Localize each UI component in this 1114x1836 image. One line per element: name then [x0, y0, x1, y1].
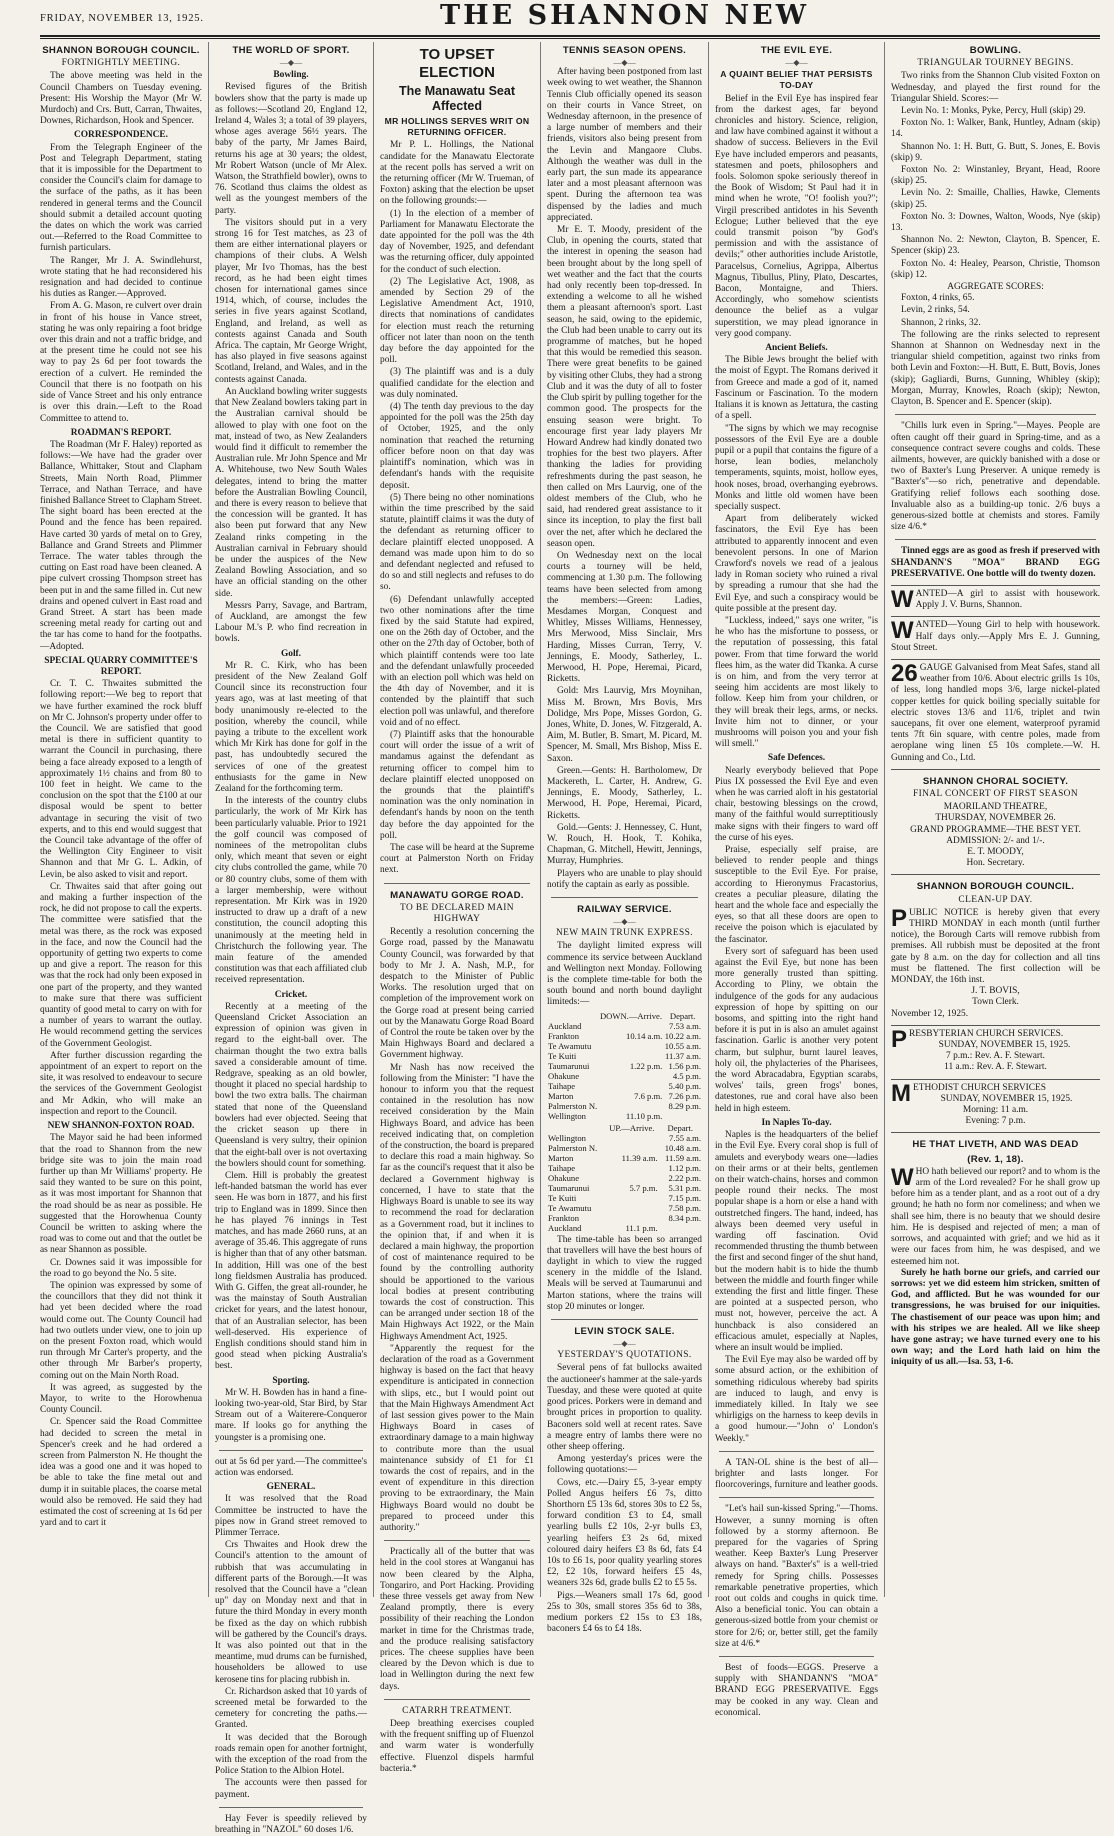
paragraph: The daylight limited express will commence its service between Auckland and Wellington next Monday. Following is the complete time-table for both the south bound and north bound daylight limiteds:— — [547, 941, 702, 1008]
timetable-row — [547, 1183, 702, 1193]
paragraph: (2) The Legislative Act, 1908, as amended by Section 29 of the Legislative Amendment Act, 1910, directs that nominations of candidates for election must reach the returning officer not later than noon on the tenth day before the day appointed for the poll. — [380, 276, 534, 366]
article-subheading: TRIANGULAR TOURNEY BEGINS. — [917, 58, 1074, 69]
ad-text: GAUGE Galvanised from Meat Safes, stand all weather from 10/6. About electric grills 1s 10s, of less, long handled mops 3/6, large nickel-plated copper kettles for quick boiling specially suitable for electric stoves 13/6 and 11/6, triplet and twin saucepans, fit over one element, waterproof pyramid tents 7ft 6in square, with centre poles, made from aeroplane wing linen £5 10s complete.—W. H. Gunning and Co., Ltd. — [891, 662, 1100, 763]
time-cell: 7.6 p.m. — [634, 1090, 663, 1101]
divider — [384, 1540, 530, 1541]
divider — [219, 1807, 363, 1808]
time-cell: 10.22 a.m. — [664, 1030, 701, 1041]
time-cell — [599, 1041, 664, 1051]
notice-heading: SHANNON BOROUGH COUNCIL. — [916, 881, 1075, 893]
timetable-header-cell — [547, 1011, 599, 1021]
time-cell: 1.22 p.m. — [629, 1060, 663, 1071]
paragraph: Clem. Hill is probably the greatest left-handed batsman the world has ever seen. He was born in 1877, and his first trip to England was in 1899. Since then he has played 76 innings in Test matches, and has made 2660 runs, at an average of 35.46. This aggregate of runs is higher than that of any other batsman. In addition, Hill was one of the best long fieldsmen Australia has produced. With G. Giffen, the great all-rounder, he was the mainstay of South Australian cricket for years, and the latest honour, that of an Australian selector, has been well-deserved. His experience of English conditions should stand him in good stead when picking Australia's best. — [215, 1170, 367, 1372]
timetable-row — [547, 1203, 702, 1213]
advertisement: Best of foods—EGGS. Preserve a supply with SHANDANN'S "MOA" BRAND EGG PRESERVATIVE. Eggs may be cooked in any way. Clean and economical. — [715, 1663, 878, 1718]
divider — [551, 1319, 698, 1320]
paragraph: Players who are unable to play should notify the captain as early as possible. — [547, 868, 702, 890]
column-4 — [540, 42, 708, 1635]
score-line: Shannon, 2 rinks, 32. — [901, 317, 981, 328]
timetable-header-cell: Depart. — [667, 1122, 694, 1133]
notice-subheading: (Rev. 1, 18). — [967, 1153, 1024, 1165]
paragraph: The time-table has been so arranged that travellers will have the best hours of daylight in which to view the rugged scenery in the middle of the Island. Meals will be served at Taumarunui and Marton stations, where the trains will stop 20 minutes or longer. — [547, 1234, 702, 1312]
station-name: Taihape — [548, 1162, 576, 1173]
timetable-up — [547, 1123, 702, 1233]
paragraph: (4) The tenth day previous to the day appointed for the poll was the 25th day of October, 1925, and the only nomination that reached the returning officer before noon on that day was plaintiff's nomination, which was in defendant's hands with the requisite deposit. — [380, 402, 534, 491]
article-heading: BOWLING. — [969, 45, 1022, 56]
notice-methodist — [891, 1079, 1100, 1128]
section-heading: Sporting. — [272, 1375, 310, 1386]
section-heading: In Naples To-day. — [761, 1117, 832, 1128]
divider — [384, 1699, 530, 1700]
paragraph: On Wednesday next on the local courts a tourney will be held, commencing at 1.30 p.m. The following teams have been selected from among the members:—Green: Ladies, Mesdames Morgan, Conquest and Whitley, Misses Williams, Hennessey, Mrs Merwood, Miss Sinclair, Mrs Harding, Misses Curran, Terry, V. Jennings, E. Moody, Satherley, L. Merwood, H. Pope, Heremai, Picard, Ricketts. — [547, 550, 702, 685]
paragraph: Mr P. L. Hollings, the National candidate for the Manawatu Electorate at the recent polls has served a writ on the returning officer (Mr W. Trueman, of Foxton) asking that the election be upset on the following grounds:— — [380, 140, 534, 207]
article-heading: RAILWAY SERVICE. — [577, 904, 672, 916]
timetable-header-cell — [547, 1123, 605, 1133]
time-cell — [599, 1101, 664, 1111]
paragraph: Cr. Thwaites said that after going out and making a further inspection of the rock, he did not propose to call the experts. The committee were satisfied that the metal was there, as the rock was exposed in the face, and now the Council had the opportunity of getting two experts to come up and give a report. The reason for this was that the rock had only been exposed in one part of the property, and they wanted to make sure that there was sufficient quantity of good metal to carry on with for a number of years to warrant the outlay. He would recommend getting the services of the Government Geologist. — [40, 881, 202, 1049]
station-name: Marton — [548, 1090, 574, 1101]
classified-ad — [891, 585, 1100, 611]
time-cell — [663, 1111, 702, 1121]
article-heading: CATARRH TREATMENT. — [402, 1705, 512, 1716]
station-name: Palmerston N. — [548, 1100, 598, 1111]
section-heading: Ancient Beliefs. — [765, 343, 828, 354]
article-subheading: A QUAINT BELIEF THAT PERSISTS TO-DAY — [720, 69, 873, 91]
time-cell: 11.1 p.m. — [625, 1222, 658, 1233]
paragraph: Cr. Richardson asked that 10 yards of screened metal be forwarded to the cemetery for concreting the paths.—Granted. — [215, 1686, 367, 1731]
drop-cap: P — [891, 904, 908, 932]
section-heading: CORRESPONDENCE. — [73, 130, 169, 141]
time-cell: 10.14 a.m. — [626, 1030, 663, 1041]
paragraph: Gold.—Gents: J. Hennessey, C. Hunt, W. Rouch, H. Hook, T. Kohika, Chapman, G. Mitchell, Hewitt, Jennings, Murray, Humphries. — [547, 822, 702, 867]
paragraph: out at 5s 6d per yard.—The committee's action was endorsed. — [215, 1456, 367, 1478]
timetable-row — [547, 1051, 702, 1061]
column-3 — [373, 42, 540, 1774]
paragraph: Among yesterday's prices were the following quotations:— — [547, 1454, 702, 1476]
ornament-divider: —◆— — [785, 58, 808, 68]
paragraph: Messrs Parry, Savage, and Bartram, of Auckland, are amongst the few Labour M.'s P. who find recreation in bowls. — [215, 600, 367, 645]
notice-line: November 12, 1925. — [891, 1008, 969, 1019]
ad-text: ANTED—Young Girl to help with housework. Half days only.—Apply Mrs E. J. Gunning, Stout Street. — [891, 620, 1100, 653]
column-1 — [34, 42, 208, 1597]
station-name: Palmerston N. — [548, 1142, 598, 1153]
station-name: Te Awamutu — [548, 1040, 592, 1051]
station-name: Ohakune — [548, 1070, 580, 1081]
timetable-row — [547, 1061, 702, 1071]
time-cell — [599, 1071, 664, 1081]
timetable-row — [547, 1111, 702, 1121]
paragraph: Cows, etc.—Dairy £5, 3-year empty Polled Angus heifers £6 7s, ditto Shorthorn £5 13s 6d, stores 30s to £2 5s, forward condition £3 to £4, small yearling bulls £2 10s, 2-yr bulls £3, yearling heifers £3 2s 6d, mixed coloured dairy heifers £3 8s 6d, fats £4 10s to £6 1s, poor quality yearling stores £2, £2 10s, forward heifers £5 4s, weaners 32s 6d, grade bulls £2 to £5 5s. — [547, 1477, 702, 1589]
divider — [895, 539, 1096, 540]
paragraph: (7) Plaintiff asks that the honourable court will order the issue of a writ of mandamus against the defendant as returning officer to compel him to declare plaintiff elected unopposed on the grounds that the plaintiff's nomination was the only nomination in defendant's hands by noon on the tenth day before the day appointed for the poll. — [380, 729, 534, 841]
notice-text: Surely he hath borne our griefs, and carried our sorrows: yet we did esteem him stricken, smitten of God, and afflicted. But he was wounded for our transgressions, he was bruised for our iniquities. The chastisement of our peace was upon him; and with his stripes we are healed. All we like sheep have gone astray; we have turned every one to his own way; and the Lord hath laid on him the iniquity of us all.—Isa. 53, 1-6. — [891, 1267, 1100, 1368]
notice-subheading: CLEAN-UP DAY. — [958, 894, 1033, 905]
timetable-header-cell: Depart. — [669, 1010, 696, 1021]
ad-text: ANTED—A girl to assist with housework. Apply J. V. Burns, Shannon. — [915, 588, 1100, 611]
time-cell: 10.48 a.m. — [664, 1142, 701, 1153]
paragraph: The Evil Eye may also be warded off by some absurd action, or the exhibition of something ridiculous whereby bad spirits are induced to laugh, and envy is immediately killed. In Italy we see whirligigs on the harness to keep devils in a good humour.—"John o' London's Weekly." — [715, 1355, 878, 1444]
time-cell: 1.12 p.m. — [668, 1162, 701, 1173]
column-2 — [208, 42, 373, 1836]
paragraph: "Apparently the request for the declaration of the road as a Government highway is based on the fact that heavy expenditure is anticipated in connection with slips, etc., but I would point out that the Main Highways Amendment Act of last session gives power to the Main Highways Board in cases of extraordinary damage to a main highway to contribute more than the usual maintenance subsidy of £1 for £1 towards the cost of repairs, and in the event of expenditure in this direction proving to be extraordinary, the Main Highways Board would no doubt be prepared to proceed under this authority." — [380, 1343, 534, 1533]
score-line: Shannon No. 1: H. Butt, G. Butt, S. Jones, E. Bovis (skip) 9. — [891, 141, 1100, 163]
article-heading: SHANNON BOROUGH COUNCIL. — [42, 45, 200, 56]
paragraph: Pigs.—Weaners small 17s 6d, good 25s to 30s, small stores 35s 6d to 38s, medium porkers £2 15s to £3 18s, baconers £4 6s to £4 18s. — [547, 1590, 702, 1635]
station-name: Frankton — [548, 1030, 580, 1041]
notice-text: ETHODIST CHURCH SERVICES — [913, 1082, 1046, 1093]
paragraph: From the Telegraph Engineer of the Post and Telegraph Department, stating that it is impossible for the Department to consider the Council's claim for damage to the surface of the paths, as it has been rendered in general terms and the Council should submit a detailed account quoting the dates on which the work was carried out.—Referred to the Road Committee to furnish particulars. — [40, 142, 202, 254]
paragraph: (6) Defendant unlawfully accepted two other nominations after the time fixed by the said Statute had expired, one on the 26th day of October, and the other on the 27th day of October, both of which plaintiff contends were too late and the defendant unlawfully proceeded with an election poll which was held on the 4th day of November, and it is contended by the plaintiff that such election poll was unlawful, and therefore void and of no effect. — [380, 594, 534, 728]
article-subheading: TO BE DECLARED MAIN HIGHWAY — [400, 902, 514, 925]
timetable-header — [547, 1123, 702, 1133]
notice-line: MAORILAND THEATRE, — [943, 802, 1048, 813]
divider — [719, 1656, 874, 1657]
paragraph: It was resolved that the Road Committee be instructed to have the pipes now in Grand street removed to Plimmer Terrace. — [215, 1494, 367, 1538]
article-subheading: FORTNIGHTLY MEETING. — [61, 58, 181, 69]
paragraph: The visitors should put in a very strong 16 for Test matches, as 23 of them are either international players or champions of their clubs. A Welsh player, Mr Ivo Thomas, has the best record, as he had been eight times chosen for international games since 1914, which, of course, includes the series in five years against Scotland, England, and Ireland, as well as contests against Canada and South Africa. The captain, Mr George Wright, has also played in five seasons against Scotland, Ireland, and Wales, and in the contests against Canada. — [215, 217, 367, 385]
time-cell: 2.22 p.m. — [668, 1172, 701, 1183]
paragraph: Every sort of safeguard has been used against the Evil Eye, but none has been more generally trusted than spitting. According to Pliny, we obtain the indulgence of the gods for any audacious expression of hope by spitting on our bosoms, and spitting into the right hand before it is put in is also an amulet against fascination. Garlic is another very potent charm, but sulphur, burnt laurel leaves, holy oil, the phylacteries of the Pharisees, the word Abracadabra, Egyptian scarabs, wolves' tails, green frogs' bones, datestones, rue and coral have also been held in high esteem. — [715, 946, 878, 1114]
masthead-rule — [40, 35, 1100, 39]
time-cell — [599, 1081, 664, 1091]
paragraph: Several pens of fat bullocks awaited the auctioneer's hammer at the sale-yards Tuesday, and these were quoted at quite good prices. Porkers were in demand and brought prices in proportion to quality. Baconers sold well at recent rates. Save a meagre entry of lambs there were no other sheep offering. — [547, 1363, 702, 1452]
timetable-row — [547, 1143, 702, 1153]
station-name: Te Kuiti — [548, 1192, 577, 1203]
paragraph: Naples is the headquarters of the belief in the Evil Eye. Every coral shop is full of amulets and everybody wears one—ladies on their arms or at their belts, gentlemen on their watch-chains, horses and common people round their necks. The most popular shape is a horn or else a hand with outstretched fingers. The hand, indeed, has always been deemed very useful in warding off fascination. Ovid recommended thrusting the thumb between the first and second finger of the shut hand, but the modern habit is to hide the thumb between the middle and fourth finger while extending the first and little finger. These are pointed at a suspected person, who must not, however, perceive the act. A hunchback is also considered an efficacious amulet, especially at Naples, where an insult would be implied. — [715, 1130, 878, 1353]
timetable-row — [547, 1021, 702, 1031]
aggregate-heading: AGGREGATE SCORES: — [947, 282, 1044, 293]
article-subheading: NEW MAIN TRUNK EXPRESS. — [556, 928, 693, 939]
notice-line: J. T. BOVIS, — [971, 986, 1020, 997]
notice-line: GRAND PROGRAMME—THE BEST YET. — [910, 824, 1081, 835]
time-cell: 1.56 p.m. — [668, 1060, 701, 1071]
advertisement: Tinned eggs are as good as fresh if preserved with SHANDANN'S "MOA" BRAND EGG PRESERVATIVE. One bottle will do twenty dozen. — [891, 546, 1100, 579]
time-cell: 7.58 p.m. — [668, 1202, 701, 1213]
timetable-header-cell: UP.—Arrive. — [609, 1122, 655, 1133]
time-cell — [605, 1163, 659, 1173]
paragraph: An Auckland bowling writer suggests that New Zealand bowlers taking part in the Australian carnival should be allowed to play with one foot on the mat, instead of two, as New Zealanders would find it difficult to remember the Australian rule. Mr John Spence and Mr A. Whitehouse, two New South Wales delegates, intend to bring the matter before the Australian Bowling Council, and there is every reason to believe that the concession will be granted. It has also been put forward that any New Zealand rinks competing in the Australian carnival in February should be under the auspices of the New Zealand Bowling Association, and so have an official standing on the other side. — [215, 386, 367, 599]
paragraph: After further discussion regarding the appointment of an expert to report on the site, it was resolved to endeavour to secure the services of the Government Geologist and Mr Adkin, who will make an inspection and report to the Council. — [40, 1050, 202, 1117]
paragraph: The following are the rinks selected to represent Shannon at Shannon on Wednesday next in the triangular shield competition, against two rinks from both Levin and Foxton:—H. Butt, E. Butt, Bovis, Jones (skip); Gagliardi, Burns, Gunning, Whibley (skip); Morgan, Murray, Knowles, Roach (skip); Newton, Clayton, B. Spencer and E. Spencer (skip). — [891, 329, 1100, 408]
paragraph: (1) In the election of a member of Parliament for Manawatu Electorate the date appointed for the poll was the 4th day of November, 1925, and defendant was the returning officer, duly appointed for the conduct of such election. — [380, 208, 534, 275]
advertisement: "Let's hail sun-kissed Spring."—Thoms. However, a sunny morning is often followed by a stormy afternoon. Be prepared for the vagaries of Spring weather. Keep Baxter's Lung Preserver always on hand. "Baxter's" is a well-tried remedy for Spring chills. Possesses remarkable penetrative properties, which root out colds and coughs in quick time. Also a beneficial tonic. You can obtain a generous-sized bottle from your chemist or store for 2/6; or, better still, get the family size at 4/6.* — [715, 1504, 878, 1649]
notice-choral — [891, 769, 1100, 870]
time-cell: 8.29 p.m. — [668, 1100, 701, 1111]
timetable-down — [547, 1011, 702, 1121]
paragraph: The accounts were then passed for payment. — [215, 1778, 367, 1800]
timetable-row — [547, 1041, 702, 1051]
timetable-row — [547, 1163, 702, 1173]
section-heading: Bowling. — [273, 70, 309, 81]
classified-ad — [891, 659, 1100, 764]
station-name: Wellington — [548, 1110, 586, 1121]
paragraph: Deep breathing exercises coupled with the frequent sniffing up of Fluenzol and warm water is wonderfully effective. Fluenzol dispels harmful bacteria.* — [380, 1719, 534, 1774]
article-heading: LEVIN STOCK SALE. — [574, 1326, 675, 1338]
time-cell: 5.40 p.m. — [668, 1080, 701, 1091]
section-heading: Cricket. — [274, 989, 308, 1000]
station-name: Ohakune — [548, 1172, 580, 1183]
notice-presbyterian — [891, 1025, 1100, 1074]
paragraph: Belief in the Evil Eye has inspired fear from the darkest ages, far beyond chronicles and history. Science, religion, and law have combined against it without a shadow of success. Believers in the Evil Eye have included emperors and peasants, statesmen and poets, philosophers and fools. Solomon spoke seriously thereof in the Book of Wisdom; St Paul had it in mind when he wrote, "O! foolish you?"; Virgil prescribed antidotes in his Seventh Eclogue; Luther believed that the eye could transmit poison "by God's permission and with the assistance of devils;" other authorities include Aristotle, Paracelsus, Cornelius, Agrippa, Albertus Magnus, Tibullus, Pliny, Plato, Descartes, Bacon, Montaigne, and Thiers. Accordingly, who somehow scientists denounce the belief as a vulgar superstition, we may plead ignorance in very good company. — [715, 93, 878, 339]
divider — [719, 1451, 874, 1452]
time-cell: 7.26 p.m. — [668, 1090, 701, 1101]
station-name: Te Awamutu — [548, 1202, 592, 1213]
paragraph: The opinion was expressed by some of the councillors that they did not think it had yet been decided where the road would come out. The County Council had had two outlets under view, one to join up on the present Foxton road, which would run through Mr Carter's property, and the other through Mr Barber's property, coming out on the Main North Road. — [40, 1280, 202, 1381]
paragraph: Nearly everybody believed that Pope Pius IX possessed the Evil Eye and even when he was carried aloft in his gestatorial chair, bestowing blessings on the crowd, many of the faithful would surreptitiously make signs with their fingers to ward off the curse of his eyes. — [715, 765, 878, 843]
time-cell — [605, 1203, 659, 1213]
time-cell — [599, 1051, 664, 1061]
time-cell: 10.55 a.m. — [664, 1040, 701, 1051]
paragraph: From A. G. Mason, re culvert over drain in front of his house in Vance street, stating he was only repairing a foot bridge over this drain and not a traffic bridge, and at the present time he could not see his way to pay 2s 6d per foot towards the erection of a culvert. He reminded the Council that there is no footpath on his side of Vance Street and his only entrance is over this drain.—Left to the Road Committee to attend to. — [40, 301, 202, 424]
section-heading: Safe Defences. — [767, 753, 826, 764]
divider — [219, 1450, 363, 1451]
paragraph: The Bible Jews brought the belief with the moist of Egypt. The Romans derived it from Greece and made a god of it, named Fascinum or Fascination. To the modern Italians it is known as Jettatura, the casting of a spell. — [715, 355, 878, 422]
station-name: Taumarunui — [548, 1060, 590, 1071]
dateline: FRIDAY, NOVEMBER 13, 1925. — [40, 13, 204, 24]
station-name: Taihape — [548, 1080, 576, 1091]
time-cell: 4.5 p.m. — [672, 1070, 701, 1081]
score-line: Foxton No. 3: Downes, Walton, Woods, Nye (skip) 13. — [891, 211, 1100, 234]
timetable-row — [547, 1133, 702, 1143]
time-cell: 11.10 p.m. — [625, 1110, 663, 1121]
paragraph: Cr. Downes said it was impossible for the road to go beyond the No. 5 site. — [40, 1257, 202, 1279]
paragraph: Apart from deliberately wicked fascinators, the Evil Eye has been attributed to apparently innocent and even benevolent persons. In one of Marion Crawford's novels we read of a jealous lady in Roman society who ruined a rival by spreading a rumour that she had the Evil Eye, and such a conspiracy would be quite possible at the present day. — [715, 514, 878, 614]
notice-text: UBLIC NOTICE is hereby given that every THIRD MONDAY in each month (until further notice), the Borough Carts will remove rubbish from premises. All rubbish must be deposited at the front gate by 8 a.m. on the day for collection and all tins must be flattened. The first collection will be MONDAY, the 16th inst. — [891, 907, 1100, 986]
notice-borough — [891, 874, 1100, 1019]
station-name: Marton — [548, 1152, 574, 1163]
time-cell: 7.53 a.m. — [669, 1020, 701, 1031]
timetable-header — [547, 1011, 702, 1021]
time-cell: 11.39 a.m. — [621, 1152, 658, 1163]
timetable-row — [547, 1173, 702, 1183]
column-5 — [708, 42, 884, 1718]
time-cell: 5.7 p.m. — [629, 1182, 658, 1193]
article-subheading: MR HOLLINGS SERVES WRIT ON RETURNING OFFICER. — [384, 116, 530, 138]
paragraph: Revised figures of the British bowlers show that the party is made up as follows:—Scotland 20, England 12, Ireland 4, Wales 3; a total of 39 players, whose ages average 56½ years. The baby of the party, Mr James Baird, returns his age at 30 years; the oldest, Mr Robert Watson (uncle of Mr Alex. Watson, the Strathfield bowler), owns to 76. Scotland thus claims the oldest as well as the youngest members of the party. — [215, 82, 367, 216]
paragraph: Mr W. H. Bowden has in hand a fine-looking two-year-old, Star Bird, by Star Stream out of a Waiterere-Conqueror mare. If looks go for anything the youngster is a promising one. — [215, 1387, 367, 1443]
station-name: Te Kuiti — [548, 1050, 577, 1061]
paragraph: Mr R. C. Kirk, who has been president of the New Zealand Golf Council since its reconstruction four years ago, was at last meeting of that body unanimously re-elected to the position, whereby the council, while paying a tribute to the excellent work which Mr Kirk has done for golf in the past, has undoubtedly secured the services of one of the greatest enthusiasts for the game in New Zealand for the forthcoming term. — [215, 660, 367, 794]
section-heading: SPECIAL QUARRY COMMITTEE'S REPORT. — [44, 655, 198, 677]
score-line: Levin No. 1: Monks, Pyke, Percy, Hull (skip) 29. — [901, 106, 1086, 117]
timetable-row — [547, 1081, 702, 1091]
notice-text: HO hath believed our report? and to whom is the arm of the Lord revealed? For he shall grow up before him as a tender plant, and as a root out of a dry ground; he hath no form nor comeliness; and when we shall see him, there is no beauty that we should desire him. He is despised and rejected of men; a man of sorrows, and acquainted with grief; and we hid as it were our faces from him, he was despised, and we esteemed him not. — [891, 1166, 1100, 1267]
paragraph: Crs Thwaites and Hook drew the Council's attention to the amount of rubbish that was accumulating in different parts of the Borough.—It was resolved that the Council have a "clean up" day on Monday next and that in future the third Monday in every month be fixed as the day on which rubbish will be gathered by the Council's drays. It was also pointed out that in the meantime, mud drums can be furnished, householders be allowed to use kerosene tins for placing rubbish in. — [215, 1540, 367, 1685]
section-heading: NEW SHANNON-FOXTON ROAD. — [47, 1121, 195, 1132]
notice-line: ADMISSION: 2/- and 1/-. — [946, 835, 1045, 846]
scripture-notice — [891, 1132, 1100, 1368]
article-heading: MANAWATU GORGE ROAD. — [390, 889, 524, 901]
timetable-row — [547, 1091, 702, 1101]
drop-cap: W — [891, 1163, 914, 1191]
headline: TO UPSET ELECTION — [419, 46, 495, 81]
paragraph: Green.—Gents: H. Bartholomew, Dr Mackereth, L. Carter, H. Andrew, G. Jennings, E. Moody, Satherley, L. Merwood, H. Pope, Heremai, Picard, Ricketts. — [547, 765, 702, 821]
timetable-row — [547, 1031, 702, 1041]
time-cell — [605, 1143, 659, 1153]
notice-line: 7 p.m.: Rev. A. F. Stewart. — [946, 1051, 1045, 1062]
advertisement: Hay Fever is speedily relieved by breathing in "NAZOL" 60 doses 1/6. — [215, 1813, 367, 1836]
advertisement: A TAN-OL shine is the best of all—brighter and lasts longer. For floorcoverings, furniture and leather goods. — [715, 1457, 878, 1491]
drop-cap: W — [891, 585, 914, 613]
time-cell — [605, 1173, 659, 1183]
score-line: Foxton No. 4: Healey, Pearson, Christie, Thomson (skip) 12. — [891, 258, 1100, 280]
paragraph: (5) There being no other nominations within the time prescribed by the said statute, plaintiff claims it was the duty of the defendant as returning officer to declare plaintiff elected unopposed. A demand was made upon him to do so and defendant neglected and refused to do so and still neglects and refuses to do so. — [380, 492, 534, 593]
notice-line: Evening: 7 p.m. — [965, 1116, 1026, 1127]
time-cell: 11.37 a.m. — [665, 1050, 701, 1061]
classified-ad — [891, 616, 1100, 654]
paragraph: The Ranger, Mr J. A. Swindlehurst, wrote stating that he had reconsidered his resignation and had decided to continue his duties as Ranger.—Approved. — [40, 255, 202, 300]
paragraph: Gold: Mrs Laurvig, Mrs Moynihan, Miss M. Brown, Mrs Bovis, Mrs Dolidge, Mrs Pope, Misses Gordon, G. Jones, White, D. Jones, W. Fitzgerald, A. Aim, M. Butler, B. Smart, M. Picard, M. Spencer, M. Small, Mrs Bishop, Miss E. Saxon. — [547, 686, 702, 764]
notice-heading: HE THAT LIVETH, AND WAS DEAD — [912, 1139, 1079, 1151]
time-cell: 8.34 p.m. — [668, 1212, 701, 1223]
section-heading: ROADMAN'S REPORT. — [70, 427, 172, 438]
score-line: Foxton No. 1: Walker, Bank, Huntley, Adnam (skip) 14. — [891, 118, 1100, 140]
score-line: Foxton No. 2: Winstanley, Bryant, Head, Roore (skip) 25. — [891, 165, 1100, 187]
time-cell — [659, 1223, 702, 1233]
divider — [384, 883, 530, 884]
notice-line: THURSDAY, NOVEMBER 26. — [935, 813, 1056, 824]
paragraph: It was decided that the Borough roads remain open for another fortnight, with the exception of the road from the Police Station to the Albion Hotel. — [215, 1732, 367, 1777]
drop-cap: 26 — [891, 659, 918, 687]
ornament-divider: —◆— — [279, 58, 303, 68]
paragraph: Practically all of the butter that was held in the cool stores at Wanganui has now been cleared by the Alpha, Tongariro, and Port Hacking. Providing these three vessels get away from New Zealand promptly, there is every possibility of their reaching the London market in time for the Christmas trade, and the produce realising satisfactory prices. The cheese supplies have been cleared by the Devon which is due to load in Wellington during the next few days. — [380, 1547, 534, 1692]
ornament-divider: —◆— — [613, 917, 636, 927]
notice-heading: SHANNON CHORAL SOCIETY. — [922, 775, 1069, 787]
paragraph: Cr. Spencer said the Road Committee had decided to screen the metal in Spencer's creek and he had ordered a screen from Palmerston N. He thought the idea was a good one and it was hoped to be able to take the fine metal out and dump it in suitable places, the coarse metal would also be removed. He said they had estimated the cost of screening at 1s 6d per yard and to cart it — [40, 1417, 202, 1529]
paragraph: The above meeting was held in the Council Chambers on Tuesday evening. Present: His Worship the Mayor (Mr W. Murdoch) and Crs. Butt, Carran, Thwaites, Downes, Richardson, Hook and Spencer. — [40, 71, 202, 127]
paragraph: The Roadman (Mr F. Haley) reported as follows:—We have had the grader over Ballance, Whittaker, Stout and Clapham Streets, Main North Road, Plimmer Terrace, and Nathan Terrace, and have finished Ballance Street to Clapham Street. The sight board has been erected at the Pound and the fence has been repaired. Have carted 30 yards of metal on to Grey, Ballance and Grand Streets and Plimmer Terrace. The water tables through the cutting on East road have been cleaned. A pipe culvert crossing Thompson street has been put in and the same filled in. Cut new drains and opened culvert in East road and Grand Street. A start has been made screening metal ready for carting out and the tar has come to hand for the footpaths.—Adopted. — [40, 439, 202, 652]
notice-line: Morning: 11 a.m. — [962, 1105, 1029, 1116]
drop-cap: P — [891, 1025, 908, 1053]
paragraph: Cr. T. C. Thwaites submitted the following report:—We beg to report that we have further examined the rock bluff on Mr C. Johnson's property under offer to the Council. We are satisfied that good metal is there in sufficient quantity to warrant the Council in purchasing, there being a face already exposed to a length of approximately 1½ chains and from 80 to 100 feet in height. We came to the conclusion on the spot that the £100 at our disposal would be spent to better advantage in securing the visit of two experts, and to this end would suggest that the Council take advantage of the offer of the Wellington City Engineer to visit Shannon and that Mr G. L. Adkin, of Levin, be also asked to visit and report. — [40, 679, 202, 880]
paragraph: "The signs by which we may recognise possessors of the Evil Eye are a double pupil or a pupil that contains the figure of a horse, lean bodies, melancholy temperaments, squints, moist, hollow eyes, hook noses, broad, overhanging eyebrows. Monks and little old women have been specially suspect. — [715, 423, 878, 512]
station-name: Auckland — [548, 1020, 582, 1031]
newspaper-title: THE SHANNON NEW — [440, 0, 810, 31]
timetable-row — [547, 1071, 702, 1081]
time-cell: 5.31 p.m. — [668, 1182, 701, 1193]
notice-line: Town Clerk. — [972, 997, 1019, 1008]
article-heading: THE WORLD OF SPORT. — [232, 45, 350, 56]
article-subheading: YESTERDAY'S QUOTATIONS. — [557, 1350, 692, 1361]
paragraph: Recently at a meeting of the Queensland Cricket Association an expression of opinion was given in regard to the eight-ball over. The chairman thought the two extra balls saved a considerable amount of time. Redgrave, speaking as an old bowler, thought it placed no special hardship to bowl the two extra balls. The chairman stated that none of the Queensland bowlers had ever objected. Seeing that the cricket season up there in Queensland is very sultry, their opinion that the eight-ball over is not overtaxing the bowlers should count for something. — [215, 1001, 367, 1169]
drop-cap: M — [891, 1079, 911, 1107]
divider — [551, 897, 698, 898]
drop-cap: W — [891, 617, 914, 645]
timetable-row — [547, 1193, 702, 1203]
paragraph: It was agreed, as suggested by the Mayor, to write to the Horowhenua County Council. — [40, 1382, 202, 1416]
section-heading: GENERAL. — [266, 1482, 316, 1493]
masthead — [0, 0, 1114, 32]
paragraph: The case will be heard at the Supreme court at Palmerston North on Friday next. — [380, 843, 534, 876]
timetable-row — [547, 1101, 702, 1111]
article-heading: THE EVIL EYE. — [760, 45, 833, 56]
paragraph: Recently a resolution concerning the Gorge road, passed by the Manawatu County Council, was forwarded by that body to Mr J. A. Nash, M.P., for despatch to the Minister of Public Works. The resolution urged that on completion of the improvement work on the Gorge road at present being carried out by the Manawatu Gorge Road Board of Control the route be taken over by the Main Highways Board and declared a Government highway. — [380, 927, 534, 1061]
paragraph: Two rinks from the Shannon Club visited Foxton on Wednesday, and played the first round for the Triangular Shield. Scores:— — [891, 71, 1100, 104]
paragraph: After having been postponed from last week owing to wet weather, the Shannon Tennis Club officially opened its season on their courts in Vance Street, on Wednesday afternoon, in the presence of a large number of members and their friends, visitors also being present from the Levin and Mangaore Clubs. Although the weather was dull in the early part, the sun made its appearance later and a most pleasant afternoon was spent. During the afternoon tea was dispensed by the ladies and much appreciated. — [547, 67, 702, 223]
station-name: Wellington — [548, 1132, 586, 1143]
paragraph: (3) The plaintiff was and is a duly qualified candidate for the election and was duly nominated. — [380, 367, 534, 400]
section-heading: Golf. — [280, 648, 302, 659]
headline-deck: The Manawatu Seat Affected — [399, 84, 515, 113]
timetable-row — [547, 1153, 702, 1163]
score-line: Shannon No. 2: Newton, Clayton, B. Spencer, E. Spencer (skip) 23. — [891, 235, 1100, 257]
score-line: Levin, 2 rinks, 54. — [901, 305, 970, 316]
station-name: Auckland — [548, 1222, 582, 1233]
divider — [895, 414, 1096, 415]
paragraph: Mr Nash has now received the following from the Minister: "I have the honour to inform you that the request contained in the resolution has now received consideration by the Main Highways Board, and advice has been received indicating that, on completion of the construction, the board is prepared to declare this road a main highway. So far as the council's request that it also be declared a Government highway is concerned, I have to state that the Highways Board is unable to see its way to recommend the road for declaration as a Government road, but it inclines to the opinion that, if and when it is declared a main highway, the proportion of cost of maintenance required to be found by the controlling authority should be apportioned to the various local bodies at present contributing towards the cost of construction. This can be arranged under section 18 of the Main Highways Act 1922, or the Main Highways Amendment Act, 1925. — [380, 1062, 534, 1342]
notice-line: SUNDAY, NOVEMBER 15, 1925. — [940, 1093, 1073, 1104]
paragraph: Mr E. T. Moody, president of the Club, in opening the courts, stated that the interest in opening the season had been brought about by the long spell of wet weather and the fact that the courts had only recently been top-dressed. In extending a welcome to all he wished them a pleasant afternoon's sport. Last season, he said, owing to the epidemic, the Club had been unable to carry out its programme of matches, but he hoped that this would be remedied this season. There were great benefits to be gained by visiting other Clubs, they had a strong Club and it was the duty of all to foster the Club spirit by pulling together for the common good. The prospects for the ensuing season were bright. To encourage first year lady players Mr Howard Andrew had kindly donated two trophies for the best two players. After thanking the ladies for providing refreshments during the past season, he then called on Mrs Laurvig, one of the oldest members of the Club, who he said, had rendered great assistance to it since its inception, to play the first ball over the net, after which he declared the season open. — [547, 225, 702, 549]
score-line: Foxton, 4 rinks, 65. — [901, 293, 975, 304]
timetable-row — [547, 1223, 702, 1233]
notice-line: E. T. MOODY, — [967, 847, 1024, 857]
station-name: Frankton — [548, 1212, 580, 1223]
notice-line: Hon. Secretary. — [966, 858, 1025, 869]
column-6 — [884, 42, 1106, 1597]
notice-line: 11 a.m.: Rev. A. F. Stewart. — [944, 1062, 1047, 1073]
ornament-divider: —◆— — [613, 58, 636, 68]
timetable-header-cell: DOWN.—Arrive. — [599, 1010, 663, 1021]
score-line: Levin No. 2: Smaille, Challies, Hawke, Clements (skip) 25. — [891, 188, 1100, 210]
notice-line: SUNDAY, NOVEMBER 15, 1925. — [938, 1040, 1071, 1051]
time-cell — [605, 1193, 659, 1203]
article-heading: TENNIS SEASON OPENS. — [562, 45, 687, 56]
station-name: Taumarunui — [548, 1182, 590, 1193]
time-cell: 7.55 a.m. — [669, 1132, 701, 1143]
time-cell — [605, 1133, 659, 1143]
timetable-row — [547, 1213, 702, 1223]
time-cell: 7.15 p.m. — [668, 1192, 701, 1203]
paragraph: The Mayor said he had been informed that the road to Shannon from the new bridge site was to join the main road further up than Mr Williams' property. He said they wanted to be sure on this point, as it was most important for Shannon that the road should be as near as possible. He suggested that the Horowhenua County Council be written to asking where the road was to come out and that the outlet be as near Shannon as possible. — [40, 1133, 202, 1256]
paragraph: In the interests of the country clubs particularly, the work of Mr Kirk has been particularly valuable. Prior to 1921 the golf council was composed of nominees of the metropolitan clubs only, which meant that seven or eight city clubs controlled the game, while 70 or 80 country clubs, some of them with a larger membership, were without representation. Mr Kirk was in 1920 instructed to draw up a draft of a new constitution, the council adopting this unanimously at the meeting held in Christchurch the following year. The main feature of the amended constitution was that each affiliated club received representation. — [215, 796, 367, 986]
time-cell: 11.59 a.m. — [665, 1152, 701, 1163]
advertisement: "Chills lurk even in Spring."—Mayes. People are often caught off their guard in Spring-time, and as a consequence contract severe coughs and colds. These ailments, however, are quickly banished with a dose or two of Baxter's Lung Preserver. A unique remedy is "Baxter's"—so rich, penetrative and dependable. Gratifying relief follows each soothing dose. Invaluable also as a building-up tonic. 2/6 buys a generous-sized bottle at chemists and stores. Family size 4/6.* — [891, 421, 1100, 533]
paragraph: "Luckless, indeed," says one writer, "is he who has the misfortune to possess, or the reputation of possessing, this fatal power. From that time forward the world flees him, as the water did Tkanka. A curse is on him, and from the very terror at seeing him accidents are most likely to follow. Keep him from your children, or they will break their legs, arms, or necks. Invite him not to dinner, or your mushrooms will poison you and your fish will smell." — [715, 615, 878, 750]
time-cell — [605, 1213, 659, 1223]
notice-text: RESBYTERIAN CHURCH SERVICES. — [909, 1028, 1064, 1039]
notice-subheading: FINAL CONCERT OF FIRST SEASON — [912, 788, 1079, 799]
paragraph: Praise, especially self praise, are believed to render people and things susceptible to the Evil Eye. For praise, according to Hieronymus Fracastorius, creates a peculiar pleasure, dilating the heart and the whole face and especially the eyes, so that all these doors are open to receive the poison which is ejaculated by the fascinator. — [715, 845, 878, 945]
ornament-divider: —◆— — [613, 1339, 636, 1349]
divider — [719, 1497, 874, 1498]
time-cell — [599, 1021, 664, 1031]
